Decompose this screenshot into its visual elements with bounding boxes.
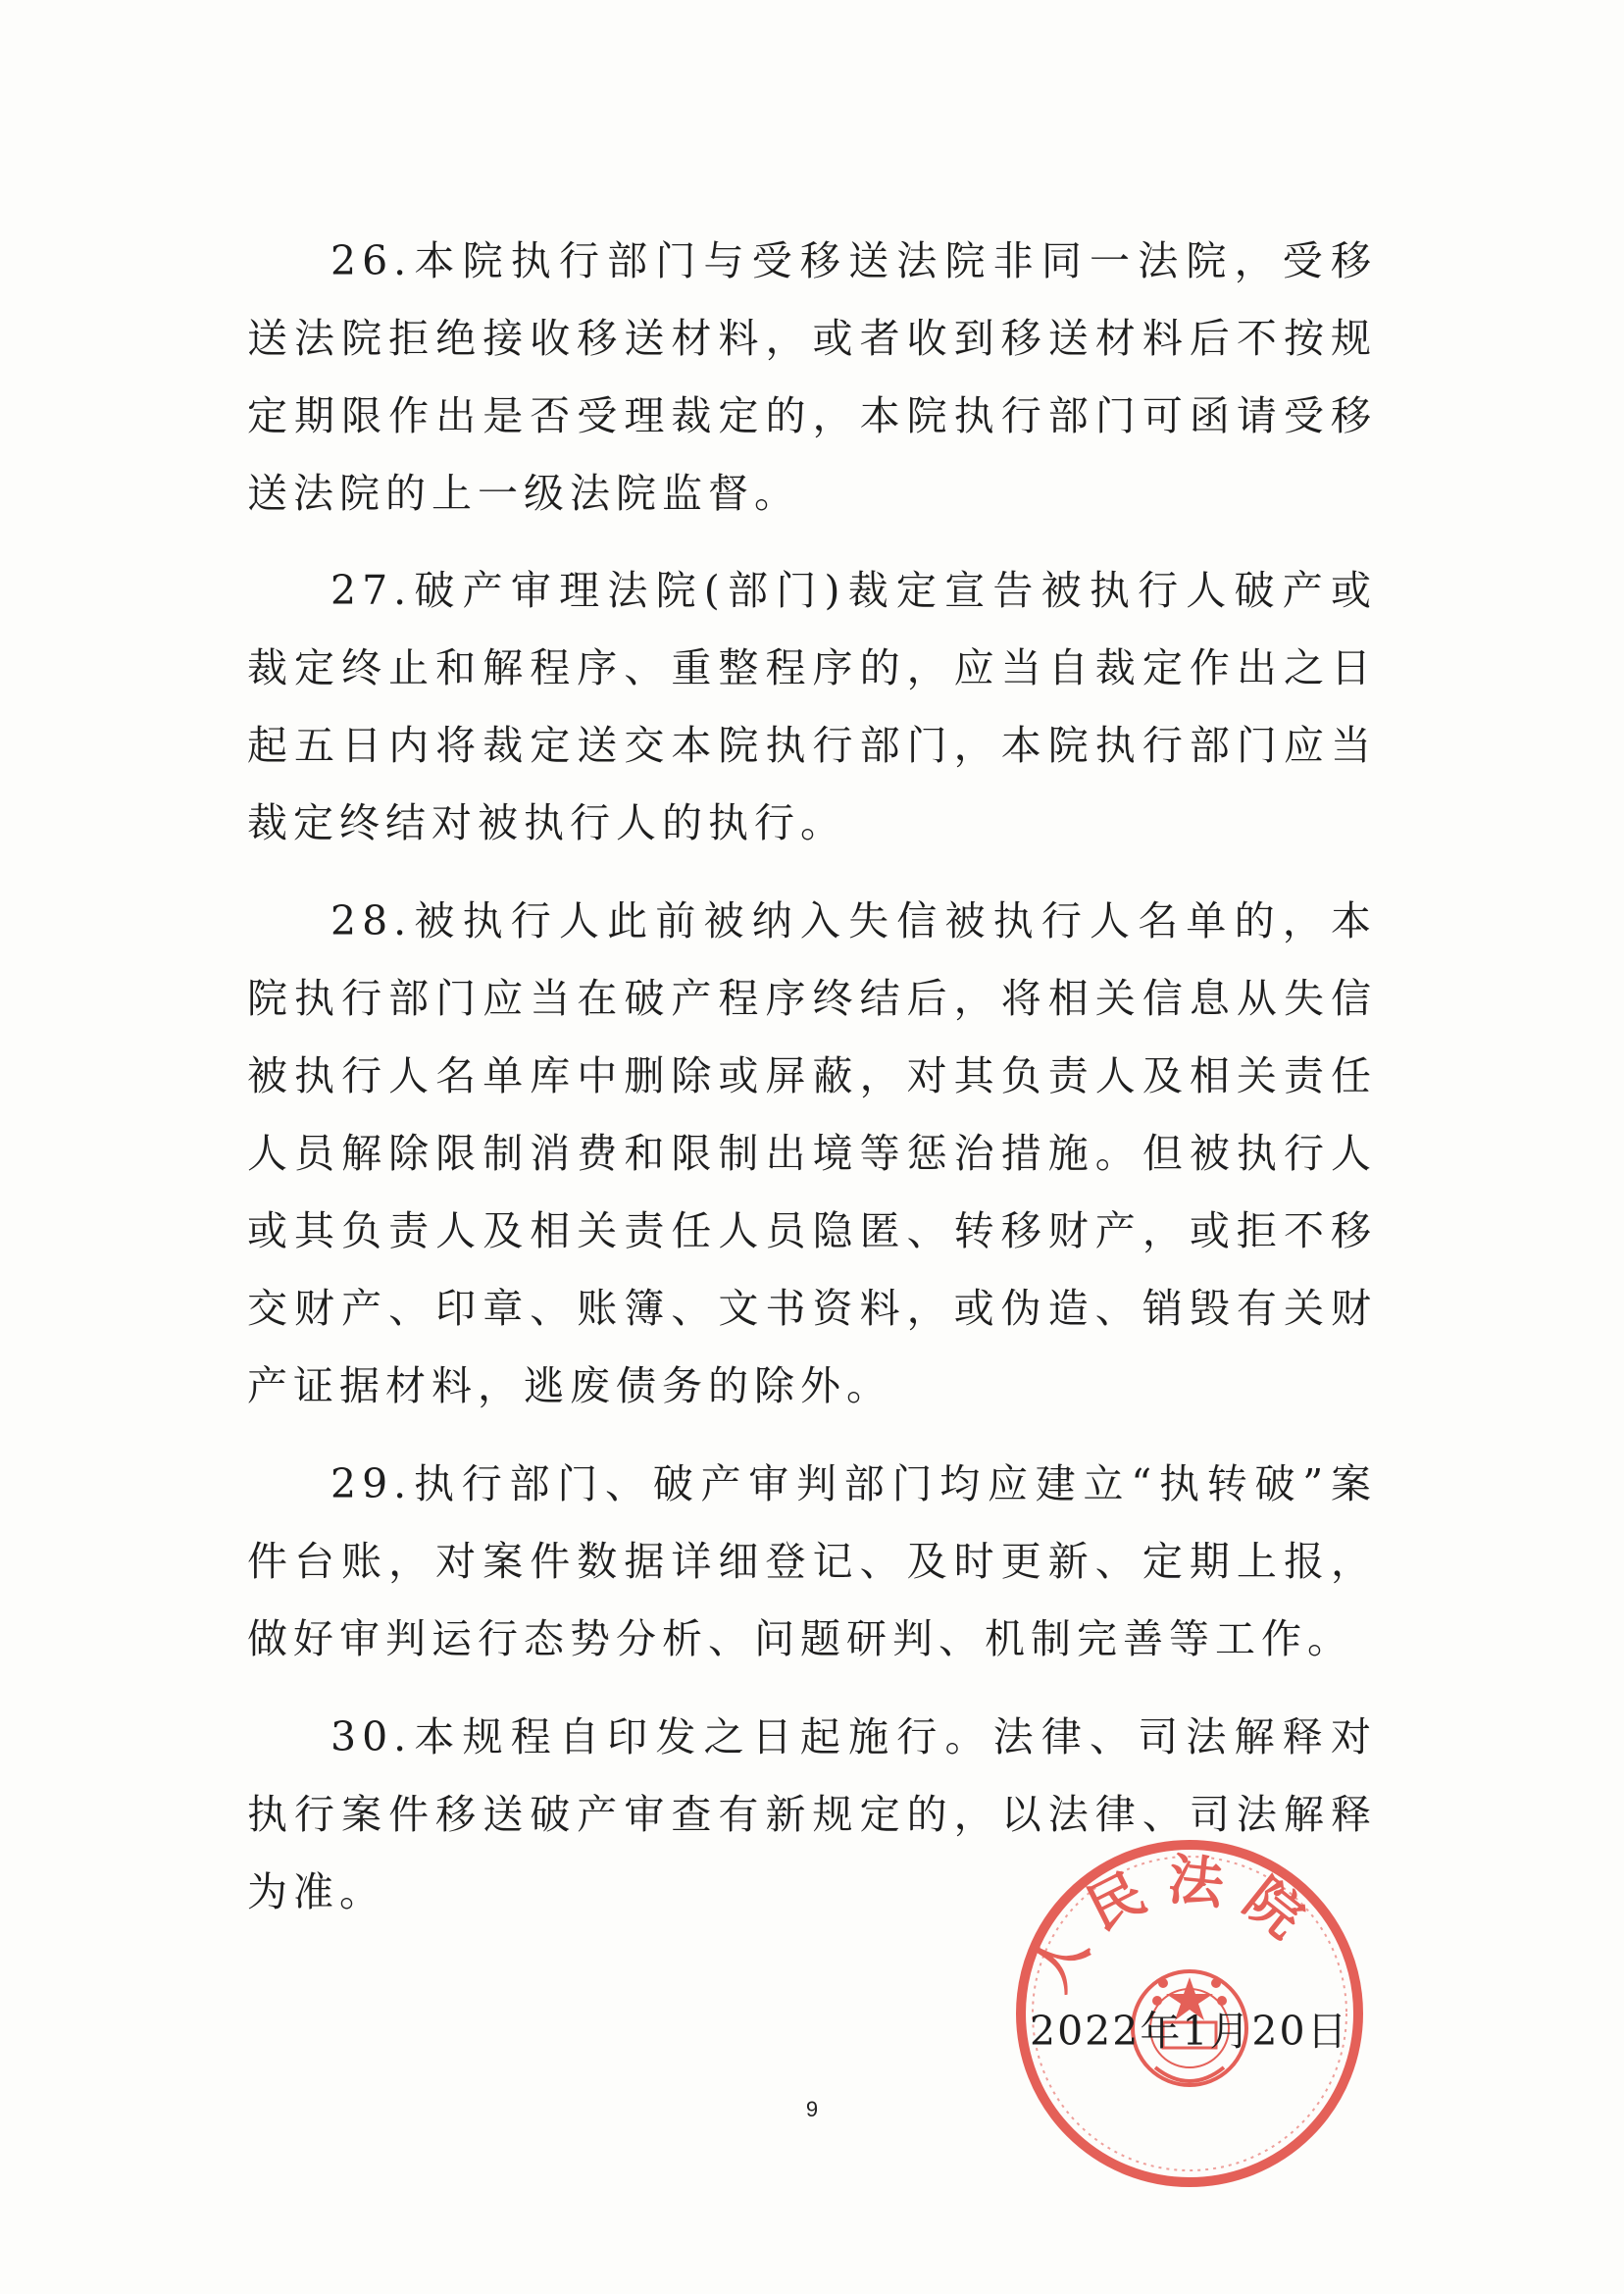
paragraph-26: 26.本院执行部门与受移送法院非同一法院，受移送法院拒绝接收移送材料，或者收到移送材料后不按规定期限作出是否受理裁定的，本院执行部门可函请受移送法院的上一级法院监督。 [247, 237, 1377, 517]
paragraph-30: 30.本规程自印发之日起施行。法律、司法解释对执行案件移送破产审查有新规定的，以法律、司法解释为准。 [247, 1713, 1377, 1915]
document-date: 2022年1月20日 [1030, 2008, 1349, 2055]
seal-text: 人民法院 [1017, 1847, 1330, 2002]
paragraph-27: 27.破产审理法院(部门)裁定宣告被执行人破产或裁定终止和解程序、重整程序的，应当自裁定作出之日起五日内将裁定送交本院执行部门，本院执行部门应当裁定终结对被执行人的执行。 [247, 567, 1377, 846]
paragraph-28: 28.被执行人此前被纳入失信被执行人名单的，本院执行部门应当在破产程序终结后，将相关信息从失信被执行人名单库中删除或屏蔽，对其负责人及相关责任人员解除限制消费和限制出境等惩治措施。但被执行人或其负责人及相关责任人员隐匿、转移财产，或拒不移交财产、印章、账簿、文书资料，或伪造、销毁有关财产证据材料，逃废债务的除外。 [247, 897, 1377, 1409]
paragraph-29: 29.执行部门、破产审判部门均应建立“执转破”案件台账，对案件数据详细登记、及时更新、定期上报，做好审判运行态势分析、问题研判、机制完善等工作。 [247, 1460, 1377, 1662]
page-number: 9 [805, 2097, 819, 2121]
